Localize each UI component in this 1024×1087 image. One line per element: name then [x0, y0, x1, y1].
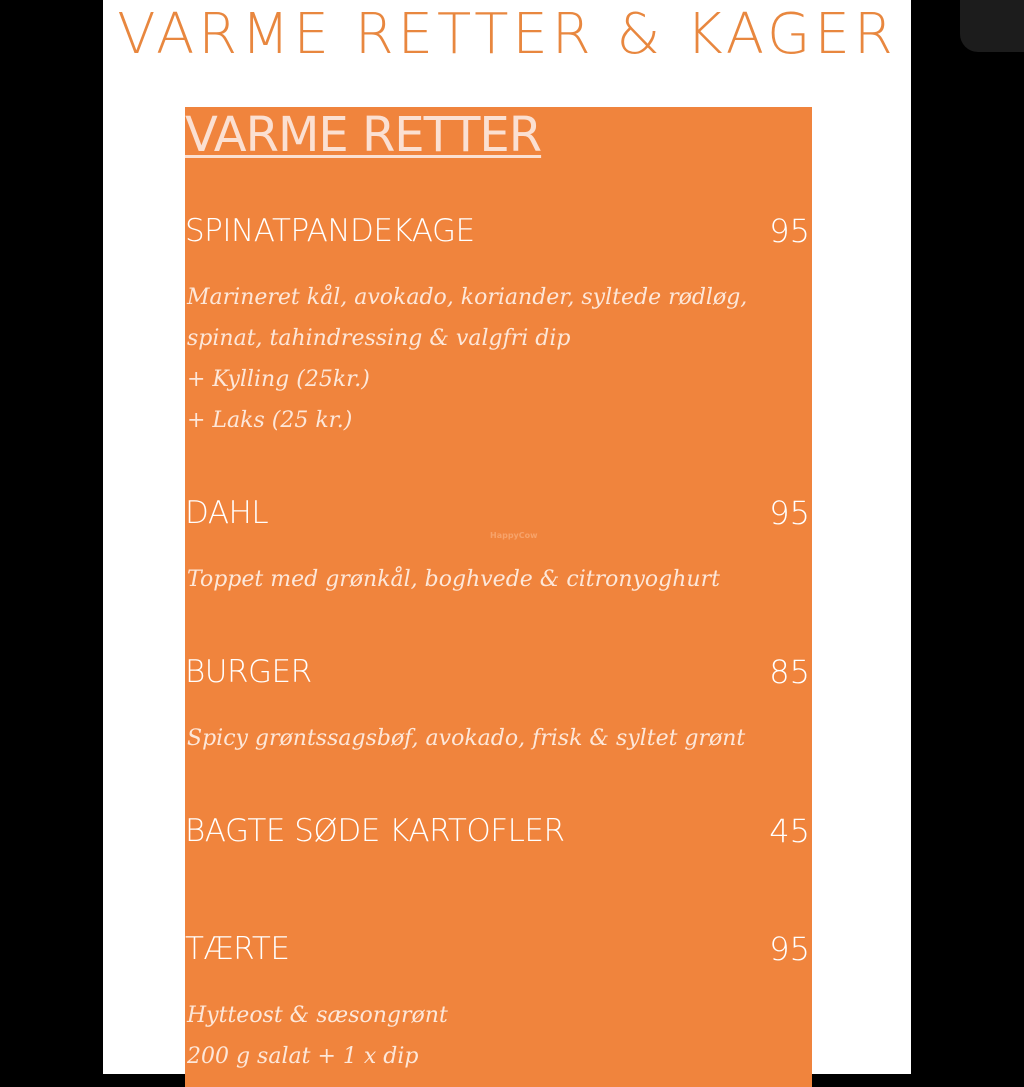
menu-item-name: DAHL — [185, 495, 269, 531]
corner-tab — [960, 0, 1024, 52]
menu-item-row — [185, 493, 812, 533]
menu-item-price: 95 — [769, 494, 810, 532]
section-title: VARME RETTER — [185, 107, 542, 163]
menu-item-price: 95 — [769, 212, 810, 250]
menu-item-row — [185, 929, 812, 969]
menu-panel — [185, 107, 812, 1087]
menu-item-row — [185, 211, 812, 251]
description-line: 200 g salat + 1 x dip — [187, 1044, 419, 1069]
menu-item-row — [185, 811, 812, 851]
description-line: Toppet med grønkål, boghvede & citronyoghurt — [187, 567, 720, 592]
description-line: spinat, tahindressing & valgfri dip — [187, 326, 571, 351]
menu-item-description — [187, 995, 812, 1077]
description-line: Hytteost & sæsongrønt — [187, 1003, 448, 1028]
description-line: Spicy grøntssagsbøf, avokado, frisk & syltet grønt — [187, 726, 746, 751]
menu-item-price: 85 — [769, 653, 810, 691]
menu-item-price: 45 — [769, 812, 810, 850]
page-title: VARME RETTER & KAGER — [117, 2, 897, 67]
menu-item-description — [187, 277, 812, 441]
watermark-text: HappyCow — [490, 531, 538, 540]
menu-item-name: BAGTE SØDE KARTOFLER — [185, 813, 565, 849]
menu-item-description — [187, 559, 812, 600]
menu-item-description — [187, 718, 812, 759]
menu-item-name: TÆRTE — [185, 931, 290, 967]
description-line: + Kylling (25kr.) — [187, 367, 370, 392]
menu-item-price: 95 — [769, 930, 810, 968]
menu-item-name: SPINATPANDEKAGE — [185, 213, 475, 249]
menu-item-name: BURGER — [185, 654, 312, 690]
description-line: Marineret kål, avokado, koriander, syltede rødløg, — [187, 285, 748, 310]
description-line: + Laks (25 kr.) — [187, 408, 353, 433]
menu-item-row — [185, 652, 812, 692]
